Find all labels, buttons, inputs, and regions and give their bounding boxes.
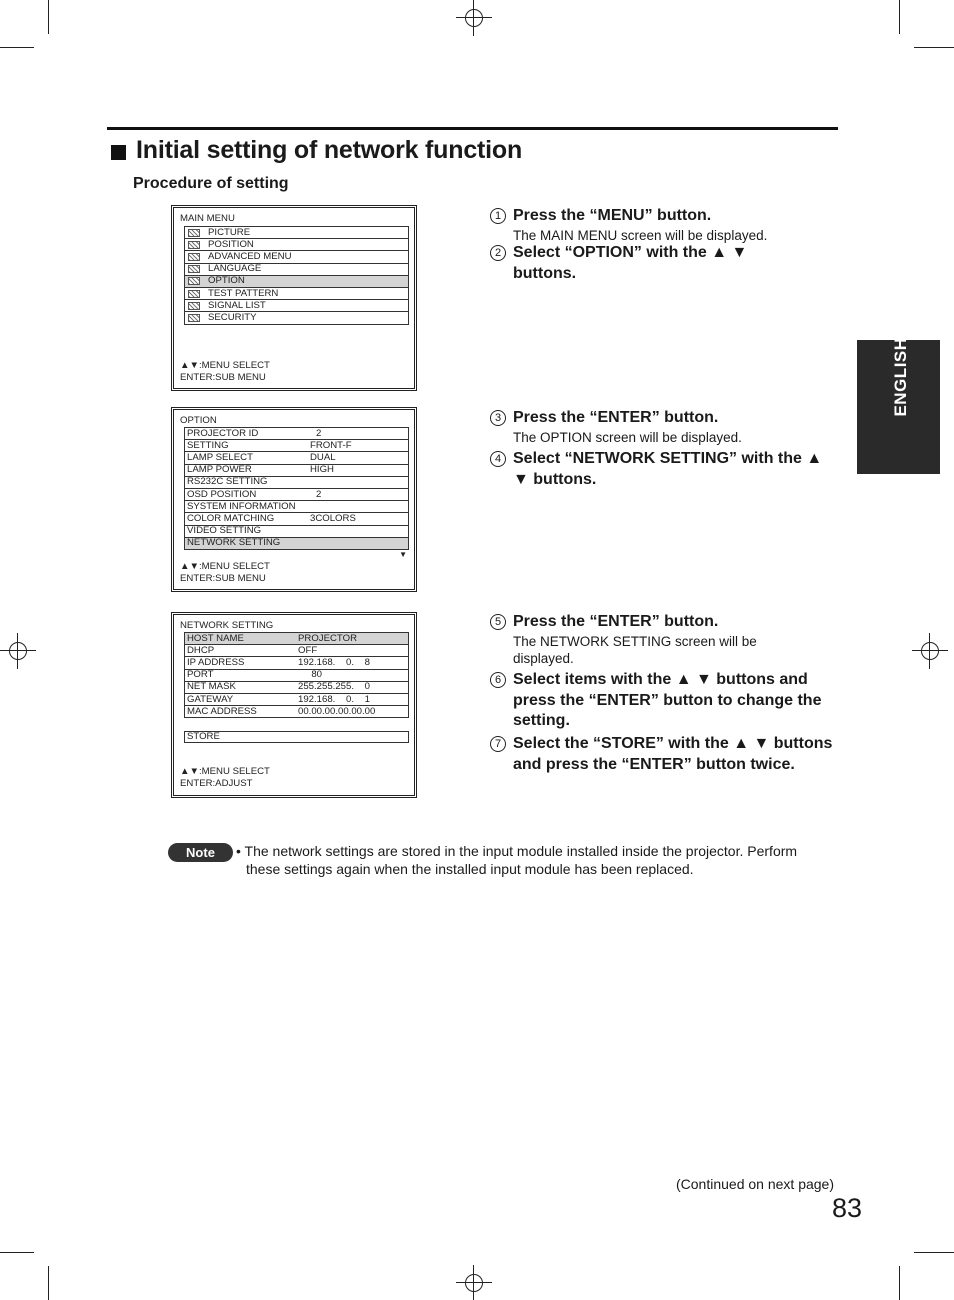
- menu-item: [185, 465, 408, 477]
- step-number: 4: [490, 451, 506, 467]
- step-heading: [490, 408, 840, 429]
- menu-item-label: MAC ADDRESS: [187, 705, 257, 717]
- step-number: 7: [490, 736, 506, 752]
- menu-item: [185, 538, 408, 550]
- menu-item-value: 192.168. 0. 8: [298, 656, 371, 668]
- menu-item: [185, 633, 408, 645]
- registration-mark: [0, 633, 36, 669]
- menu-item-icon: [188, 229, 200, 237]
- menu-item: [185, 682, 408, 694]
- menu-item: [185, 513, 408, 525]
- menu-item-label: HOST NAME: [187, 632, 244, 644]
- step-5: [490, 612, 790, 668]
- menu-item-label: NETWORK SETTING: [187, 537, 281, 549]
- crop-mark: [48, 1266, 49, 1300]
- step-2: [490, 243, 780, 284]
- menu-item: [185, 288, 408, 300]
- footer-line: ENTER:SUB MENU: [180, 372, 266, 384]
- menu-item-value: OFF: [298, 644, 318, 656]
- menu-item-value: 3COLORS: [310, 512, 356, 524]
- step-3: [490, 408, 840, 446]
- menu-item: [185, 312, 408, 324]
- network-setting-screen: [173, 614, 415, 796]
- menu-item-value: HIGH: [310, 464, 334, 476]
- menu-item: [185, 227, 408, 239]
- step-heading: [490, 449, 840, 490]
- crop-mark: [0, 1252, 34, 1253]
- menu-item: [185, 501, 408, 513]
- menu-item-icon: [188, 241, 200, 249]
- language-tab: [857, 337, 940, 474]
- menu-item-icon: [188, 277, 200, 285]
- crop-mark: [899, 0, 900, 34]
- menu-item-label: TEST PATTERN: [208, 287, 279, 299]
- menu-item: [185, 251, 408, 263]
- menu-item: [185, 300, 408, 312]
- section-subtitle: Procedure of setting: [133, 175, 289, 192]
- bullet-square-icon: [111, 145, 126, 160]
- footer-line: ENTER:SUB MENU: [180, 573, 266, 585]
- step-heading-text: Select items with the ▲ ▼ buttons and press the “ENTER” button to change the setting.: [513, 671, 822, 729]
- step-heading: [490, 206, 840, 227]
- menu-item-label: VIDEO SETTING: [187, 525, 262, 537]
- store-item: STORE: [184, 731, 409, 743]
- menu-item-value: DUAL: [310, 451, 336, 463]
- network-setting-list: [184, 632, 409, 718]
- step-number: 5: [490, 614, 506, 630]
- menu-item: [185, 526, 408, 538]
- registration-mark: [912, 633, 948, 669]
- main-menu-list: [184, 226, 409, 325]
- language-tab-label: ENGLISH: [891, 337, 910, 417]
- step-7: [490, 734, 840, 775]
- menu-item-value: 255.255.255. 0: [298, 681, 371, 693]
- menu-item: [185, 489, 408, 501]
- step-heading-text: Press the “MENU” button.: [513, 207, 712, 224]
- footer-line: ENTER:ADJUST: [180, 778, 253, 790]
- step-4: [490, 449, 840, 490]
- crop-mark: [914, 1252, 954, 1253]
- menu-item-icon: [188, 290, 200, 298]
- menu-item-label: RS232C SETTING: [187, 476, 268, 488]
- menu-item-label: SETTING: [187, 439, 229, 451]
- menu-item-value: FRONT-F: [310, 439, 352, 451]
- menu-item: [185, 276, 408, 288]
- menu-item-value: 2: [316, 488, 322, 500]
- menu-item-label: PORT: [187, 669, 214, 681]
- menu-item: [185, 264, 408, 276]
- menu-item-value: PROJECTOR: [298, 632, 357, 644]
- menu-item-label: NET MASK: [187, 681, 236, 693]
- registration-mark: [456, 1265, 492, 1300]
- step-1: [490, 206, 840, 244]
- screen-footer: [180, 766, 270, 791]
- step-description: The OPTION screen will be displayed.: [513, 429, 742, 445]
- main-menu-screen: [173, 207, 415, 389]
- menu-item: [185, 645, 408, 657]
- option-screen: [173, 409, 415, 590]
- menu-item-icon: [188, 314, 200, 322]
- footer-line: ▲▼:MENU SELECT: [180, 766, 270, 777]
- step-description: The NETWORK SETTING screen will be displayed.: [513, 633, 757, 666]
- screen-title: NETWORK SETTING: [180, 620, 274, 631]
- registration-mark: [456, 0, 492, 36]
- screen-footer: [180, 360, 270, 385]
- menu-item: [185, 428, 408, 440]
- menu-item-label: LANGUAGE: [208, 263, 262, 275]
- step-heading-text: Press the “ENTER” button.: [513, 409, 719, 426]
- menu-item-label: SIGNAL LIST: [208, 299, 266, 311]
- footer-line: ▲▼:MENU SELECT: [180, 561, 270, 572]
- menu-item-value: 80: [298, 669, 322, 681]
- step-description: The MAIN MENU screen will be displayed.: [513, 227, 768, 243]
- menu-item-label: SECURITY: [208, 311, 257, 323]
- step-number: 6: [490, 672, 506, 688]
- menu-item: [185, 477, 408, 489]
- step-number: 3: [490, 410, 506, 426]
- step-heading: [490, 734, 840, 775]
- menu-item: [185, 657, 408, 669]
- step-heading-text: Select the “STORE” with the ▲ ▼ buttons and press the “ENTER” button twice.: [513, 735, 833, 773]
- screen-title: OPTION: [180, 415, 217, 426]
- title-block: [111, 136, 522, 165]
- footer-line: ▲▼:MENU SELECT: [180, 360, 270, 371]
- step-heading: [490, 243, 780, 284]
- menu-item-label: OSD POSITION: [187, 488, 257, 500]
- page-number: 83: [832, 1193, 863, 1223]
- menu-item-icon: [188, 253, 200, 261]
- step-heading-text: Press the “ENTER” button.: [513, 613, 719, 630]
- menu-item: [185, 670, 408, 682]
- screen-footer: [180, 561, 270, 586]
- menu-item-label: PICTURE: [208, 226, 251, 238]
- menu-item: [185, 239, 408, 251]
- scroll-down-arrow-icon: ▼: [399, 550, 407, 559]
- step-heading: [490, 670, 840, 732]
- step-6: [490, 670, 840, 732]
- step-number: 2: [490, 245, 506, 261]
- menu-item: [185, 694, 408, 706]
- option-list: [184, 427, 409, 550]
- menu-item: [185, 440, 408, 452]
- menu-item-label: ADVANCED MENU: [208, 250, 292, 262]
- menu-item-label: GATEWAY: [187, 693, 234, 705]
- menu-item: [185, 706, 408, 718]
- crop-mark: [899, 1266, 900, 1300]
- step-heading: [490, 612, 790, 633]
- step-heading-text: Select “NETWORK SETTING” with the ▲ ▼ buttons.: [513, 450, 823, 488]
- menu-item-label: LAMP SELECT: [187, 451, 253, 463]
- page-title: Initial setting of network function: [136, 136, 523, 164]
- step-number: 1: [490, 208, 506, 224]
- note-text: • The network settings are stored in the input module installed inside the projector. Perform these settings again when the installed input module has been replaced.: [236, 843, 798, 877]
- menu-item-label: PROJECTOR ID: [187, 427, 259, 439]
- crop-mark: [0, 47, 34, 48]
- menu-item-icon: [188, 265, 200, 273]
- menu-item-value: 192.168. 0. 1: [298, 693, 371, 705]
- menu-item-label: IP ADDRESS: [187, 656, 245, 668]
- crop-mark: [48, 0, 49, 34]
- step-heading-text: Select “OPTION” with the ▲ ▼ buttons.: [513, 244, 748, 282]
- menu-item-label: SYSTEM INFORMATION: [187, 500, 296, 512]
- menu-item-label: DHCP: [187, 644, 215, 656]
- menu-item: [185, 452, 408, 464]
- continued-notice: (Continued on next page): [676, 1176, 834, 1192]
- menu-item-label: OPTION: [208, 275, 245, 287]
- menu-item-label: POSITION: [208, 238, 254, 250]
- title-rule: [107, 127, 838, 130]
- note-badge: Note: [168, 843, 233, 862]
- menu-item-icon: [188, 302, 200, 310]
- screen-title: MAIN MENU: [180, 213, 235, 224]
- crop-mark: [914, 47, 954, 48]
- menu-item-value: 00.00.00.00.00.00: [298, 705, 376, 717]
- menu-item-value: 2: [316, 427, 322, 439]
- menu-item-label: LAMP POWER: [187, 464, 252, 476]
- menu-item-label: COLOR MATCHING: [187, 512, 275, 524]
